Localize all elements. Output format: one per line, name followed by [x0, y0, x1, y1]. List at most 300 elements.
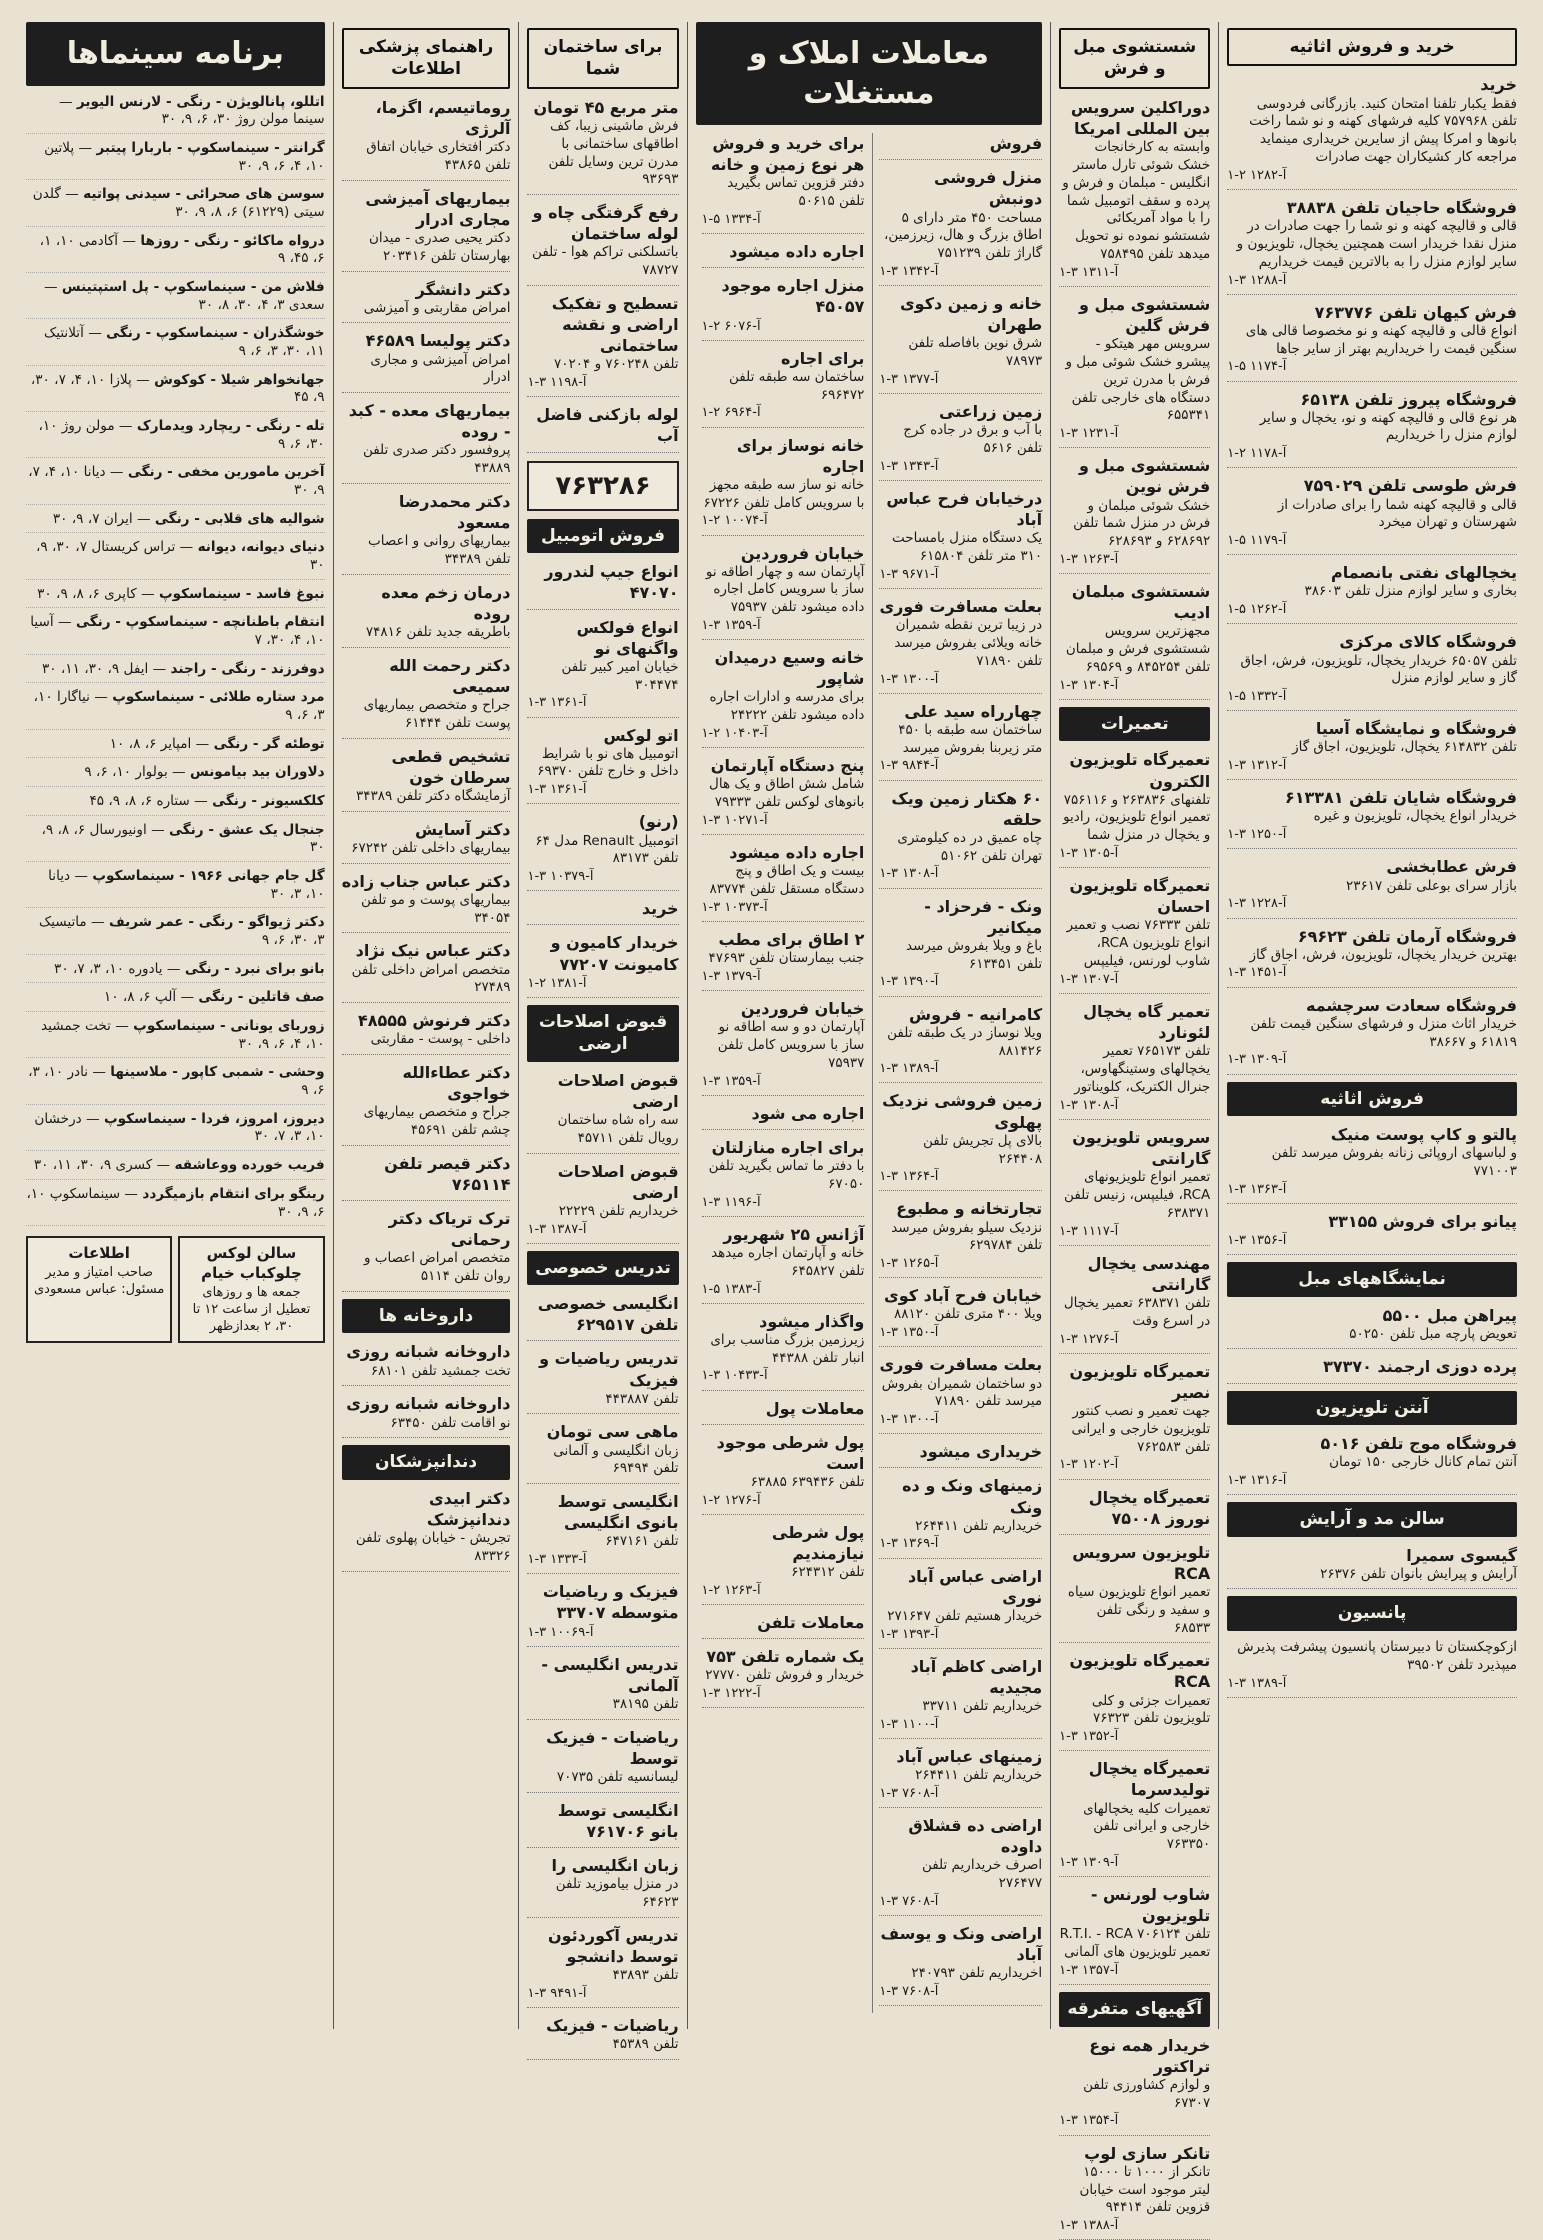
ad-title: لوله بازکنی فاضل آب	[536, 405, 679, 446]
section-header-dentists: دندانپزشکان	[342, 1445, 511, 1479]
ad-body: داخلی - پوست - مقاربتی	[370, 1031, 511, 1048]
cinema-listing: زوربای یونانی - سینماسکوپ — تخت جمشید ۱۰، ۴، ۶، ۹، ۳۰	[26, 1018, 325, 1058]
ad-list	[1227, 1124, 1517, 1255]
ad-title: انگلیسی توسط بانوی انگلیسی	[557, 1492, 679, 1533]
ad-body: اخریداریم تلفن ۲۴۰۷۹۳	[911, 1965, 1043, 1982]
ad-ref-number: ۱-۳ آ-۱۳۷۹	[701, 968, 761, 984]
ad-body: تلفن ۴۵۳۸۹	[612, 2036, 679, 2053]
ad-list	[1059, 97, 1210, 700]
ad-title: معاملات پول	[765, 1398, 865, 1418]
ad-title: اراضی ونک و یوسف آباد	[880, 1924, 1043, 1965]
ad-title: پیانو برای فروش ۳۳۱۵۵	[1328, 1211, 1517, 1231]
ad-ref-number: ۱-۵ آ-۱۳۸۳	[701, 1281, 761, 1297]
ad-title: برای اجاره	[781, 348, 865, 368]
cinema-listing: شوالیه های قلابی - رنگی — ایران ۷، ۹، ۳۰	[26, 511, 325, 534]
ad-ref-number: ۱-۳ آ-۱۳۰۴	[1059, 677, 1119, 693]
ad-title: خریدار کامیون و کامیونت ۷۷۲۰۷	[550, 933, 679, 974]
showtimes: گلدن سیتی (۶۱۲۲۹) ۶، ۸، ۹، ۳۰	[32, 186, 325, 220]
classified-ad	[702, 133, 865, 234]
ad-body: نزدیک سیلو بفروش میرسد تلفن ۶۲۹۷۸۴	[891, 1219, 1043, 1254]
ad-ref-number: ۱-۲ آ-۱۲۶۳	[701, 1582, 761, 1598]
ad-body: بالای پل تجریش تلفن ۲۶۴۴۰۸	[922, 1132, 1043, 1167]
ad-ref-number: ۱-۳ آ-۱۳۱۶	[1227, 1472, 1287, 1488]
ad-title: دکتر رحمت الله سمیعی	[389, 655, 511, 697]
film-title: گل جام جهانی ۱۹۶۶ - سینماسکوپ	[92, 868, 325, 885]
ad-ref-number: ۱-۳ آ-۱۳۵۷	[1059, 1963, 1119, 1979]
ad-ref-number: ۱-۳ آ-۱۲۵۰	[1227, 827, 1287, 843]
section-header-tutoring: تدریس خصوصی	[527, 1251, 678, 1285]
classified-ad	[879, 1815, 1042, 1916]
ad-ref-number: ۱-۳ آ-۱۲۸۸	[1227, 272, 1287, 288]
ad-title: بیماریهای معده - کبد - روده	[348, 401, 511, 442]
plumbing-phone: ۷۶۳۲۸۶	[555, 470, 651, 501]
ad-body: بیماریهای روانی و اعصاب تلفن ۳۴۳۸۹	[368, 533, 511, 568]
ad-title: فرش عطابخشی	[1386, 857, 1517, 877]
ad-list	[1227, 1305, 1517, 1384]
footer-ad-restaurant	[178, 1236, 324, 1343]
classified-ad	[342, 819, 511, 864]
ad-title: پول شرطی نیازمندیم	[771, 1522, 865, 1564]
classified-ad	[702, 543, 865, 641]
ad-ref-number: ۱-۳ آ-۱۰۲۷۱	[701, 813, 768, 828]
ad-ref-number: ۱-۳ آ-۱۳۶۳	[1227, 1181, 1287, 1197]
ad-title: فروش	[989, 134, 1043, 154]
ad-ref-number: ۱-۲ آ-۱۳۸۱	[527, 975, 587, 991]
film-title: تله - رنگی - ریچارد ویدمارک	[136, 418, 325, 434]
ad-title: یک شماره تلفن ۷۵۳	[706, 1647, 865, 1667]
classified-ad	[1059, 581, 1210, 700]
classified-ad	[527, 932, 678, 997]
classified-ad	[527, 1654, 678, 1720]
cinema-listing: گرانتر - سینماسکوپ - باربارا پیتبر — پلاتین ۱۰، ۴، ۶، ۹، ۳۰	[26, 140, 325, 180]
ad-title: دکتر ابیدی دندانپزشک	[426, 1488, 511, 1529]
ad-title: فروشگاه حاجیان تلفن ۳۸۸۳۸	[1286, 197, 1517, 217]
ad-ref-number: ۱-۳ آ-۱۳۸۸	[1059, 2218, 1119, 2234]
ad-ref-number: ۱-۳ آ-۱۲۳۱	[1059, 426, 1119, 442]
classified-ad	[527, 1855, 678, 1918]
classified-ad	[527, 1581, 678, 1646]
film-title: دکتر ژیواگو - رنگی - عمر شریف	[108, 914, 325, 931]
ad-body: آزمایشگاه دکتر تلفن ۳۴۳۸۹	[355, 788, 511, 804]
ad-body: باغ و ویلا بفروش میرسد تلفن ۶۱۳۴۵۱	[906, 937, 1043, 972]
classified-ad	[1227, 562, 1517, 624]
ad-title: ماهی سی تومان	[546, 1422, 679, 1442]
ad-title: اراضی کاظم آباد مجیدیه	[910, 1656, 1043, 1697]
classified-ad	[527, 898, 678, 925]
ad-body: انواع قالی و قالیچه کهنه و نو مخصوصا قالی های سنگین قیمت را خریداریم بهتر از سایر جاها	[1245, 322, 1517, 357]
cinema-listing: فلاش من - سینماسکوپ - پل استپتینس — سعدی ۳، ۴، ۳۰، ۸، ۳۰	[26, 279, 325, 319]
classified-ad	[702, 1398, 865, 1425]
ad-title: فروشگاه و نمایشگاه آسیا	[1315, 719, 1517, 739]
film-title: زوربای یونانی - سینماسکوپ	[133, 1018, 325, 1035]
ad-title: سرویس تلویزیون گارانتی	[1072, 1127, 1211, 1168]
showtimes: پلاتین ۱۰، ۴، ۶، ۹، ۳۰	[44, 139, 325, 174]
ad-title: انواع فولکس واگنهای نو	[576, 617, 679, 658]
ad-ref-number: ۱-۳ آ-۱۳۰۸	[879, 866, 939, 882]
ad-title: دکتر فرنوش ۴۸۵۵۵	[357, 1011, 511, 1031]
ad-ref-number: ۱-۲ آ-۶۰۷۶	[701, 318, 761, 334]
classified-ad	[527, 561, 678, 609]
ad-ref-number: ۱-۳ آ-۱۳۰۰	[879, 1412, 939, 1428]
ad-title: بعلت مسافرت فوری	[879, 1355, 1043, 1375]
classified-ad	[1227, 787, 1517, 849]
cinema-listing: مرد ستاره طلائی - سینماسکوپ — نیاگارا ۱۰، ۳، ۶، ۹	[26, 689, 325, 729]
classified-ad	[1227, 1639, 1517, 1698]
classified-ad	[1227, 302, 1517, 382]
ad-body: آرایش و پیرایش بانوان تلفن ۲۶۳۷۶	[1320, 1565, 1517, 1582]
film-title: سوسن های صحرائی - سیدنی پواتیه	[83, 186, 325, 203]
ad-body: اصرف خریداریم تلفن ۲۷۶۴۷۷	[921, 1857, 1043, 1892]
ad-body: تلفن ۶۵۰۵۷ خریدار یخچال، تلویزیون، فرش، اجاق گاز و سایر لوازم منزل	[1240, 652, 1517, 687]
ad-list	[527, 561, 678, 997]
ad-title: قبوض اصلاحات ارضی	[557, 1070, 679, 1111]
film-title: دوفرزند - رنگی - راجند	[170, 660, 325, 677]
section-header-antenna: آنتن تلویزیون	[1227, 1391, 1517, 1425]
classified-ad	[342, 1062, 511, 1146]
classified-ad	[879, 701, 1042, 781]
film-title: انتقام باطنانچه - سینماسکوپ - رنگی	[75, 614, 325, 631]
section-header-pharmacies: داروخانه ها	[342, 1299, 511, 1333]
showtimes: پلازا ۱۰، ۴، ۷، ۳۰، ۹، ۴۵	[30, 371, 325, 406]
ad-body: خریداریم تلفن ۲۶۴۴۱۱	[915, 1767, 1043, 1784]
ad-body: تلفن ۷۶۵۱۷۳ تعمیر یخچالهای وستینگهاوس، جنرال الکتریک، کلویناتور	[1074, 1043, 1211, 1095]
ad-body: وابسته به کارخانجات خشک شوئی تارل ماستر انگلیس - مبلمان و فرش و پرده و سقف اتومبیل شما را با مواد آمریکائی شستشو نموده نو تحویل میدهد تلفن ۷۵۸۴۹۵	[1062, 139, 1211, 262]
classified-ad	[1059, 294, 1210, 448]
ad-title: خانه نوساز برای اجاره	[736, 435, 865, 476]
ad-title: خریدار همه نوع تراکتور	[1089, 2035, 1211, 2076]
ad-body: جراح و متخصص بیماریهای چشم تلفن ۴۵۶۹۱	[363, 1104, 511, 1139]
classified-ad	[527, 1727, 678, 1793]
ad-title: زمین فروشی نزدیک پهلوی	[882, 1091, 1043, 1132]
ad-title: دکتر آسایش	[415, 819, 511, 839]
ad-title: فروشگاه شایان تلفن ۶۱۳۳۸۱	[1284, 788, 1517, 808]
ad-body: برای مدرسه و ادارات اجاره داده میشود تلفن ۲۴۲۲۲	[709, 689, 865, 724]
film-title: اتللو، پانالویژن - رنگی - لارنس الیویر	[76, 93, 325, 110]
ad-body: و لوازم کشاورزی تلفن ۶۷۳۰۷	[1083, 2076, 1211, 2111]
classified-ad	[702, 647, 865, 748]
ad-ref-number: ۱-۳ آ-۱۳۶۴	[879, 1169, 939, 1185]
ad-title: مهندسی یخچال گارانتی	[1087, 1253, 1211, 1294]
ad-title: تعمیرگاه تلویزیون احسان	[1069, 876, 1211, 917]
classified-ad	[879, 1285, 1042, 1347]
ad-body: شرق نوین بافاصله تلفن ۷۸۹۷۳	[908, 335, 1043, 370]
classified-ad	[342, 1341, 511, 1386]
showtimes: نیاگارا ۱۰، ۳، ۶، ۹	[33, 689, 325, 724]
classified-ad	[702, 842, 865, 922]
ad-ref-number: ۱-۲ آ-۶۹۶۴	[701, 405, 761, 421]
ad-title: تدریس آکوردئون توسط دانشجو	[547, 1925, 679, 1966]
ad-ref-number: ۱-۳ آ-۱۳۶۱	[527, 695, 587, 711]
classified-ad	[1227, 718, 1517, 780]
ad-body: نو اقامت تلفن ۶۳۴۵۰	[390, 1414, 511, 1431]
classified-ad	[342, 746, 511, 812]
ad-title: پنج دستگاه آپارتمان	[710, 756, 865, 776]
classified-ad	[702, 1612, 865, 1639]
ad-body: جنب بیمارستان تلفن ۴۷۶۹۳	[708, 950, 865, 967]
ad-title: دوراکلین سرویس بین المللی امریکا	[1070, 97, 1211, 138]
ad-title: دکتر دانشگر	[415, 279, 511, 299]
classified-ad	[702, 348, 865, 428]
cinema-listing: کلکسیونر - رنگی — ستاره ۶، ۸، ۹، ۴۵	[26, 793, 325, 816]
footer-ad-title: سالن لوکس چلوکباب خیام	[201, 1244, 302, 1282]
ad-title: دکتر قیصر تلفن ۷۶۵۱۱۴	[384, 1153, 511, 1195]
ad-body: بیست و یک اطاق و پنج دستگاه مستقل تلفن ۸۳۷۷۴	[709, 863, 865, 898]
cinema-listing: نبوغ فاسد - سینماسکوپ — کاپری ۶، ۸، ۹، ۳۰	[26, 586, 325, 609]
classified-ad	[342, 655, 511, 739]
film-title: توطئه گر - رنگی	[213, 735, 325, 752]
ad-title: تعمیر گاه یخچال لئونارد	[1083, 1002, 1211, 1043]
ad-title: ریاضیات - فیزیک توسط	[546, 1727, 679, 1768]
classified-ad	[527, 617, 678, 718]
ad-ref-number: ۱-۳ آ-۱۳۰۸	[1059, 1097, 1119, 1113]
classified-ad	[702, 1224, 865, 1304]
ad-title: اجاره می شود	[751, 1103, 865, 1123]
ad-ref-number: ۱-۳ آ-۱۱۹۶	[701, 1194, 761, 1210]
classified-ad	[879, 596, 1042, 694]
ad-title: منزل اجاره موجود ۴۵۰۵۷	[721, 276, 865, 317]
ad-title: دکتر عباس نیک نژاد	[355, 941, 511, 961]
ad-body: تجریش - خیابان پهلوی تلفن ۸۳۳۲۶	[355, 1529, 511, 1564]
classified-ad	[342, 871, 511, 934]
column-real-estate	[687, 22, 1051, 2029]
ad-title: پیراهن مبل ۵۵۰۰	[1382, 1305, 1517, 1325]
section-header-sell: فروش اثاثیه	[1227, 1082, 1517, 1116]
ad-ref-number: ۱-۳ آ-۹۸۴۴	[879, 758, 939, 774]
ad-body: بیماریهای پوست و مو تلفن ۳۴۰۵۴	[361, 891, 511, 926]
classified-ad	[879, 1090, 1042, 1191]
classified-ad	[342, 1010, 511, 1055]
classified-ad	[527, 1421, 678, 1484]
section-header-buy-sell: خرید و فروش اثاثیه	[1227, 28, 1517, 66]
cinema-listing: فریب خورده ووعاشقه — کسری ۹، ۳۰، ۱۱، ۳۰	[26, 1157, 325, 1180]
ad-title: تعمیرگاه تلویزیون نصیر	[1069, 1361, 1211, 1402]
real-estate-right-list	[872, 133, 1042, 2013]
cinema-listing: تله - رنگی - ریچارد ویدمارک — مولن روژ ۱۰، ۳۰، ۶، ۹	[26, 418, 325, 458]
ad-body: دفتر قزوین تماس بگیرید تلفن ۵۰۶۱۵	[727, 175, 865, 210]
classified-ad	[1059, 2143, 1210, 2240]
showtimes: ستاره ۶، ۸، ۹، ۴۵	[89, 793, 190, 810]
ad-body: خانه و آپارتمان اجاره میدهد تلفن ۶۴۵۸۲۷	[711, 1244, 865, 1279]
film-title: خوشگذران - سینماسکوپ - رنگی	[106, 325, 325, 342]
classified-ad	[702, 241, 865, 268]
ad-list	[527, 1293, 678, 2060]
ad-body: آپارتمان سه و چهار اطاقه نو ساز با سرویس کامل اجاره داده میشود تلفن ۷۵۹۳۷	[705, 563, 865, 616]
ad-body: شامل شش اطاق و یک هال بانوهای لوکس تلفن ۷۹۳۳۳	[709, 776, 865, 811]
ad-title: خیابان فرح آباد کوی	[884, 1286, 1043, 1306]
cinema-listing: دکتر ژیواگو - رنگی - عمر شریف — ماتیسیک ۳، ۳۰، ۶، ۹	[26, 914, 325, 954]
ad-list	[1059, 749, 1210, 1985]
ad-body: تلفن ۶۳۹۴۳۶ ۶۳۸۸۵	[750, 1473, 865, 1490]
classified-ad	[702, 1646, 865, 1708]
column-buy-sell	[1218, 22, 1525, 2029]
ad-title: خریداری میشود	[919, 1442, 1043, 1462]
ad-title: متر مربع ۴۵ تومان	[533, 97, 679, 117]
ad-ref-number: ۱-۳ آ-۱۳۴۳	[879, 458, 939, 474]
ad-title: فروشگاه پیروز تلفن ۶۵۱۳۸	[1300, 389, 1517, 409]
classified-ad	[879, 1566, 1042, 1649]
ad-body: یک دستگاه منزل بامساحت ۳۱۰ متر تلفن ۶۱۵۸۰۴	[891, 530, 1043, 565]
ad-ref-number: ۱-۲ آ-۱۱۷۸	[1227, 446, 1287, 462]
classified-ad	[1227, 74, 1517, 190]
ad-title: داروخانه شبانه روزی	[346, 1342, 511, 1362]
ad-body: خریداریم تلفن ۳۳۷۱۱	[922, 1698, 1043, 1715]
ad-ref-number: ۱-۳ آ-۱۳۸۹	[879, 1061, 939, 1077]
ad-ref-number: ۱-۳ آ-۱۳۰۰	[879, 671, 939, 687]
classified-ad	[1059, 1487, 1210, 1535]
ad-title: روماتیسم، اگزما، آلرژی	[375, 97, 511, 138]
ad-ref-number: ۱-۲ آ-۱۰۰۷۴	[701, 513, 768, 529]
film-title: نبوغ فاسد - سینماسکوپ	[158, 585, 325, 602]
ad-body: خریداریم تلفن ۲۶۴۴۱۱	[915, 1517, 1043, 1534]
ad-body: باطریقه جدید تلفن ۷۴۸۱۶	[365, 624, 511, 641]
ad-title: رفع گرفتگی چاه و لوله ساختمان	[532, 203, 679, 244]
classified-ad	[527, 1491, 678, 1574]
ad-body: آپارتمان دو و سه اطاقه نو ساز با سرویس کامل تلفن ۷۵۹۳۷	[717, 1019, 865, 1071]
ad-title: تعمیرگاه یخچال نوروز ۷۵۰۰۸	[1088, 1487, 1211, 1528]
ad-body: بهترین خریدار یخچال، تلویزیون، فرش، اجاق گاز	[1249, 946, 1517, 963]
classified-ad	[1227, 197, 1517, 295]
classified-ad	[879, 1475, 1042, 1558]
classified-ad	[1227, 1356, 1517, 1383]
showtimes: آتلانتیک ۱۱، ۳۰، ۳، ۶، ۹	[44, 325, 325, 359]
classified-ad	[342, 400, 511, 484]
ad-body: زیرزمین بزرگ مناسب برای انبار تلفن ۴۴۳۸۸	[710, 1331, 865, 1366]
ad-title: درمان زخم معده روده	[381, 582, 511, 624]
classified-ad	[1059, 1884, 1210, 1985]
ad-body: و لباسهای اروپائی زنانه بفروش میرسد تلفن ۷۷۱۰۰۳	[1271, 1145, 1517, 1179]
showtimes: دیانا ۱۰، ۴، ۷، ۹، ۳۰	[28, 464, 325, 499]
ad-body: در زیبا ترین نقطه شمیران خانه ویلائی بفروش میرسد تلفن ۷۱۸۹۰	[894, 617, 1043, 669]
ad-title: برای خرید و فروش هر نوع زمین و خانه	[710, 134, 865, 175]
ad-title: پرده دوزی ارجمند ۳۷۳۷۰	[1323, 1357, 1517, 1377]
showtimes: آکادمی ۱۰، ۱، ۶، ۴۵، ۹	[39, 232, 325, 267]
classified-ad	[527, 1070, 678, 1154]
ad-title: کامرانیه - فروش	[909, 1004, 1043, 1024]
ad-ref-number: ۱-۵ آ-۱۱۷۴	[1227, 359, 1287, 375]
classified-ad	[879, 1746, 1042, 1808]
ad-ref-number: ۱-۳ آ-۱۱۹۸	[527, 375, 587, 391]
ad-title: فروشگاه سعادت سرچشمه	[1306, 995, 1517, 1015]
ad-title: تعمیرگاه تلویزیون الکترون	[1069, 750, 1211, 791]
classified-ad	[879, 788, 1042, 889]
ad-body: ساختمان سه طبقه با ۴۵۰ متر زیربنا بفروش میرسد	[898, 721, 1043, 756]
classified-ad	[527, 404, 678, 452]
showtimes: اونیورسال ۶، ۸، ۹، ۳۰	[41, 821, 325, 856]
ad-list	[1227, 1639, 1517, 1698]
ad-ref-number: ۱-۳ آ-۱۲۶۳	[1059, 552, 1119, 568]
ad-body: فقط یکبار تلفنا امتحان کنید. بازرگانی فردوسی تلفن ۷۵۷۹۶۸ کلیه فرشهای کهنه و نو شما راخت بانوها و امرکا پیش از سایرین خریداری مینماید مراجعه کار کشیکاران جهت صادرات	[1249, 95, 1517, 165]
ad-ref-number: ۱-۳ آ-۱۳۵۹	[701, 1073, 761, 1089]
classified-ad	[1059, 1127, 1210, 1246]
classified-ad	[342, 97, 511, 181]
showtimes: سعدی ۳، ۴، ۳۰، ۸، ۳۰	[198, 296, 325, 313]
ad-title: پالتو و کاپ پوست منیک	[1330, 1124, 1517, 1144]
ad-body: متخصص امراض داخلی تلفن ۲۷۴۸۹	[351, 961, 511, 996]
ad-body: ازکوچکستان تا دبیرستان پانسیون پیشرفت پذیرش میپذیرد تلفن ۳۹۵۰۲	[1237, 1638, 1517, 1673]
ad-body: اتومبیل Renault مدل ۶۴ تلفن ۸۳۱۷۳	[535, 832, 679, 867]
classified-ad	[1227, 1124, 1517, 1204]
classified-ad	[879, 133, 1042, 160]
ad-body: سرویس مهر هیتکو - پیشرو خشک شوئی مبل و فرش با مدرن ترین دستگاه های خارجی تلفن ۶۵۵۳۴۱	[1065, 336, 1211, 424]
ad-title: منزل فروشی دونبش	[934, 168, 1043, 209]
ad-title: خانه و زمین دکوی طهران	[900, 294, 1043, 335]
showtimes: درخشان ۱۰، ۳، ۷، ۳۰	[34, 1110, 325, 1145]
ad-title: قبوض اصلاحات ارضی	[557, 1161, 679, 1202]
cinema-listing: دیروز، امروز، فردا - سینماسکوپ — درخشان ۱۰، ۳، ۷، ۳۰	[26, 1111, 325, 1151]
showtimes: بولوار ۱۰، ۶، ۹	[84, 764, 168, 781]
ad-body: ویلا ۴۰۰ متری تلفن ۸۸۱۲۰	[893, 1306, 1043, 1323]
ad-title: زبان انگلیسی را	[551, 1856, 679, 1875]
classified-ad	[1227, 1305, 1517, 1350]
ad-ref-number: ۱-۳ آ-۷۶۰۸	[879, 1984, 939, 2000]
classified-ad	[342, 940, 511, 1003]
cinema-listing: انتقام باطنانچه - سینماسکوپ - رنگی — آسیا ۱۰، ۴، ۳۰، ۷	[26, 614, 325, 654]
ad-body: لیسانسیه تلفن ۷۰۷۳۵	[556, 1768, 679, 1785]
cinema-listing: دوفرزند - رنگی - راجند — ایفل ۹، ۳۰، ۱۱، ۳۰	[26, 661, 325, 684]
ad-title: شستشوی مبل و فرش نوین	[1078, 456, 1211, 497]
classified-ad	[342, 330, 511, 393]
ad-body: تعمیر انواع تلویزیون سیاه و سفید و رنگی تلفن ۶۸۵۳۳	[1067, 1583, 1211, 1636]
ad-ref-number: ۱-۳ آ-۱۰۴۳۳	[701, 1368, 768, 1384]
ad-title: تدریس ریاضیات و فیزیک	[539, 1349, 679, 1390]
cinema-listing: صف قاتلین - رنگی — آلپ ۶، ۸، ۱۰	[26, 989, 325, 1012]
classified-ad	[879, 1004, 1042, 1084]
ad-body: بازار سرای بوعلی تلفن ۲۳۶۱۷	[1345, 877, 1517, 894]
column-construction	[518, 22, 686, 2053]
ad-title: داروخانه شبانه روزی	[346, 1394, 511, 1414]
classified-ad	[879, 401, 1042, 481]
plumbing-ad-box	[527, 461, 678, 511]
ad-body: تلفن ۷۶۳۳۳ نصب و تعمیر انواع تلویزیون RCA، شاوب لورنس، فیلیپس	[1066, 917, 1211, 970]
showtimes: ایفل ۹، ۳۰، ۱۱، ۳۰	[41, 660, 149, 677]
ad-title: اراضی ده قشلاق داوده	[908, 1816, 1043, 1857]
ad-title: انگلیسی خصوصی تلفن ۶۲۹۵۱۷	[537, 1294, 679, 1335]
ad-body: مجهزترین سرویس شستشوی فرش و مبلمان تلفن ۸۴۵۲۵۴ و ۶۹۵۶۹	[1065, 623, 1211, 676]
ad-title: دکتر محمدرضا مسعود	[398, 492, 511, 533]
film-title: شوالیه های قلابی - رنگی	[154, 510, 325, 527]
classified-ad	[879, 293, 1042, 394]
ad-body: تعمیرات جزئی و کلی تلویزیون تلفن ۷۶۳۲۳	[1091, 1692, 1211, 1727]
ad-ref-number: ۱-۳ آ-۱۰۳۷۳	[701, 899, 768, 915]
classified-ad	[879, 896, 1042, 997]
ad-ref-number: ۱-۵ آ-۱۳۳۲	[1227, 689, 1287, 705]
ad-ref-number: ۱-۳ آ-۱۳۵۶	[1227, 1232, 1287, 1248]
ad-title: معاملات تلفن	[757, 1613, 865, 1633]
ad-title: بیماریهای آمیزشی مجاری ادرار	[365, 188, 511, 229]
section-header-medical: راهنمای پزشکی اطلاعات	[342, 28, 511, 89]
ad-title: اتو لوکس	[603, 725, 679, 745]
ad-title: ۲ اطاق برای مطب	[718, 930, 865, 950]
ad-ref-number: ۱-۳ آ-۱۳۸۷	[527, 1221, 587, 1237]
ad-body: دو ساختمان شمیران بفروش میرسد تلفن ۷۱۸۹۰	[881, 1375, 1043, 1410]
film-title: فریب خورده ووعاشقه	[174, 1157, 325, 1174]
showtimes: سینماسکوپ ۱۰، ۶، ۹، ۳۰	[26, 1185, 325, 1220]
ad-body: تلفن ۶۲۴۳۱۲	[791, 1564, 865, 1581]
ad-ref-number: ۱-۳ آ-۱۳۰۷	[1059, 971, 1119, 987]
ad-title: اراضی عباس آباد نوری	[907, 1566, 1043, 1607]
cinema-listing: رینگو برای انتقام بازمیگردد — سینماسکوپ ۱۰، ۶، ۹، ۳۰	[26, 1186, 325, 1226]
classified-ad	[1059, 1253, 1210, 1354]
ad-ref-number: ۱-۳ آ-۱۱۰۰	[879, 1716, 939, 1732]
ad-body: تعمیر انواع تلویزیونهای RCA، فیلیپس، زنیس تلفن ۶۳۸۳۷۱	[1064, 1169, 1211, 1221]
film-title: دنیای دیوانه، دیوانه	[197, 539, 325, 556]
ad-body: متخصص امراض اعصاب و روان تلفن ۵۱۱۴	[363, 1250, 511, 1285]
column-medical	[333, 22, 519, 2029]
cinema-listing: جهانخواهر شیلا - کوکوش — پلازا ۱۰، ۴، ۷، ۳۰، ۹، ۴۵	[26, 372, 325, 412]
ad-ref-number: ۱-۳ آ-۱۳۸۹	[1227, 1675, 1287, 1691]
ad-body: هر نوع قالی و قالیچه کهنه و نو، یخچال و سایر لوازم منزل را خریداریم	[1259, 409, 1517, 444]
classified-ad	[1059, 1361, 1210, 1480]
